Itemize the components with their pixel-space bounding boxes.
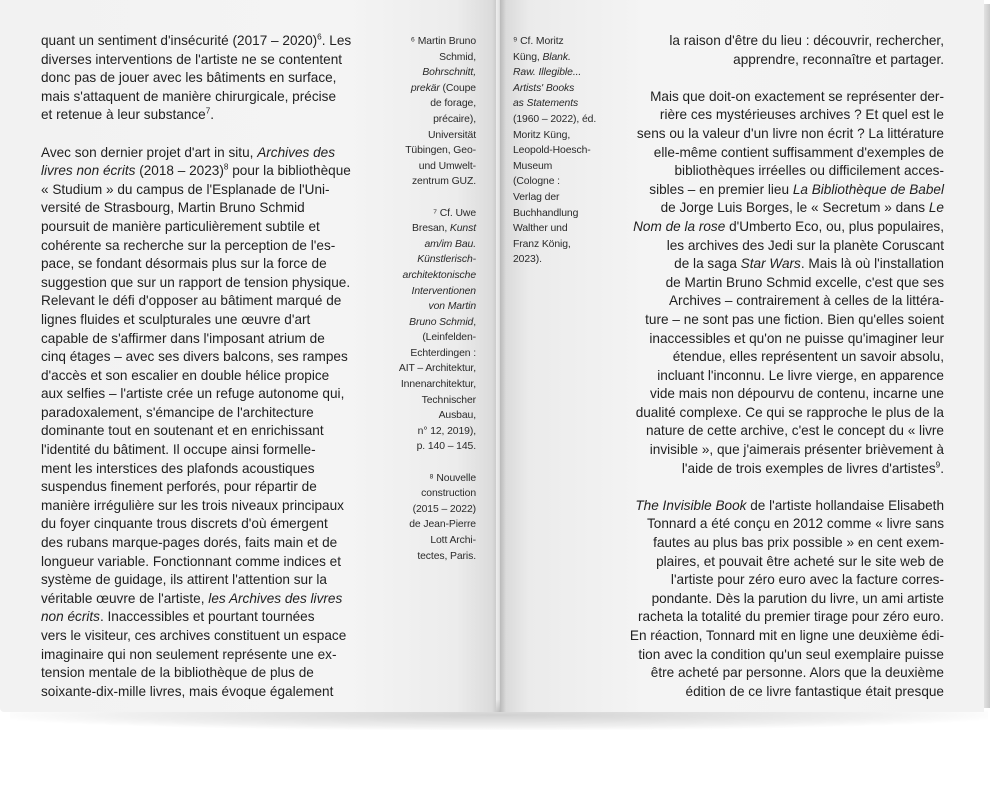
text-line: système de guidage, ils attirent l'attention sur la xyxy=(41,572,327,588)
footnote-ref: 6 xyxy=(317,32,322,42)
text-line: vers le visiteur, ces archives constituent un espace xyxy=(41,628,347,643)
text-line: Mais que doit-on exactement se représenter der- xyxy=(650,88,944,104)
note-italic: Kunst xyxy=(449,223,476,235)
footnote-7 xyxy=(396,206,476,456)
note-italic: as Statements xyxy=(513,98,579,110)
note-italic: Blank. xyxy=(542,51,571,63)
text-line: aux selfies – l'artiste crée un refuge autonome qui, xyxy=(41,386,345,402)
text-line: soixante-dix-mille livres, mais évoque également xyxy=(41,683,334,699)
page-edge xyxy=(984,4,990,708)
note-italic: am/im Bau. xyxy=(424,238,476,250)
text-line: manière irrégulière sur les trois niveaux principaux xyxy=(41,497,344,513)
text-line: (2018 – 2023) xyxy=(135,163,224,179)
text-line: . Mais là où l'installation xyxy=(800,256,944,272)
text-line: versité de Strasbourg, Martin Bruno Schmid xyxy=(41,200,305,216)
note-line: Innenarchitektur, xyxy=(400,379,476,391)
note-line: Verlag der xyxy=(513,191,560,203)
footnote-8 xyxy=(396,471,476,565)
paragraph xyxy=(41,32,381,125)
note-line: Küng, xyxy=(513,51,543,63)
note-line: de Jean-Pierre xyxy=(409,519,476,531)
italic-title: The Invisible Book xyxy=(635,497,747,513)
note-line: Ausbau, xyxy=(438,410,476,422)
note-line: construction xyxy=(421,488,476,500)
text-line: véritable œuvre de l'artiste, xyxy=(41,590,209,606)
text-line: étendue, elles représentent un savoir absolu, xyxy=(672,349,944,365)
text-line: de la saga xyxy=(674,256,741,272)
note-line: Leopold-Hoesch- xyxy=(513,145,591,157)
note-line: Walther und xyxy=(513,223,568,235)
text-line: édition de ce livre fantastique était presque xyxy=(685,683,944,699)
text-line: Avec son dernier projet d'art in situ, xyxy=(41,144,258,160)
note-line: und Umwelt- xyxy=(418,160,476,172)
text-line: pour la bibliothèque xyxy=(228,163,351,179)
note-line: Lott Archi- xyxy=(430,535,476,546)
note-line: Bresan, xyxy=(412,223,450,235)
note-line: ⁹ Cf. Moritz xyxy=(513,36,564,47)
text-line: des rubans marque-pages dorés, faits main et de xyxy=(41,535,338,551)
note-line: Museum xyxy=(513,160,553,172)
note-line: (Coupe xyxy=(439,82,476,94)
note-line: zentrum GUZ. xyxy=(411,176,476,188)
text-line: quant un sentiment d'insécurité (2017 – 2020) xyxy=(41,33,318,48)
text-line: l'identité du bâtiment. Il occupe ainsi formelle- xyxy=(41,442,316,458)
text-line: nature de cette archive, c'est le concept du « livre xyxy=(645,423,944,439)
note-line: tectes, Paris. xyxy=(417,550,476,562)
text-line: l'artiste pour zéro euro avec la facture corres- xyxy=(670,572,944,588)
text-line: elle-même contient suffisamment d'exemples de xyxy=(653,144,944,160)
right-page-footnotes xyxy=(513,34,599,284)
text-line: dualité complexe. Ce qui se rapproche le plus de la xyxy=(635,404,944,420)
text-line: donc pas de jouer avec les bâtiments en surface, xyxy=(41,70,337,86)
text-line: d'accès et son escalier en double hélice propice xyxy=(41,367,330,383)
text-line: plaires, et pouvait être acheté sur le site web de xyxy=(656,553,944,569)
text-line: les archives des Jedi sur la planète Coruscant xyxy=(666,237,944,253)
paragraph xyxy=(610,88,944,478)
text-line: sens ou la valeur d'un livre non écrit ? La littérature xyxy=(636,125,944,141)
text-line: mais s'attaquent de manière chirurgicale, précise xyxy=(41,88,337,104)
note-line: , xyxy=(473,316,476,328)
text-line: . xyxy=(940,460,944,476)
note-italic: prekär xyxy=(410,82,440,94)
text-line: dominante tout en soutenant et en enrichissant xyxy=(41,423,324,439)
note-line: AIT – Architektur, xyxy=(398,363,476,375)
text-line: sibles – en premier lieu xyxy=(649,181,793,197)
text-line: suggestion que sur un rapport de tension physique. xyxy=(41,274,351,290)
italic-title: les Archives des livres xyxy=(208,590,343,606)
text-line: . Inaccessibles et pourtant tournées xyxy=(99,609,315,625)
note-line: ⁶ Martin Bruno xyxy=(410,36,476,47)
paragraph xyxy=(610,497,944,702)
text-line: suspendus finement perforés, pour répartir de xyxy=(41,479,317,495)
text-line: longueur variable. Fonctionnant comme indices et xyxy=(41,553,341,569)
note-line: précaire), xyxy=(433,113,476,125)
text-line: poursuit de manière particulièrement subtile et xyxy=(41,218,320,234)
text-line: bibliothèques irréelles ou difficilement acces- xyxy=(674,163,944,179)
note-italic: von Martin xyxy=(428,301,476,313)
italic-title: Star Wars xyxy=(740,256,801,272)
note-line: Tübingen, Geo- xyxy=(405,145,476,157)
book-gutter xyxy=(492,0,506,712)
note-italic: architektonische xyxy=(402,269,476,281)
note-line: ⁸ Nouvelle xyxy=(429,472,476,484)
text-line: de Martin Bruno Schmid excelle, c'est que ses xyxy=(665,274,944,290)
text-line: vide mais non dépourvu de contenu, incarne une xyxy=(650,386,944,402)
text-line: diverses interventions de l'artiste ne se contentent xyxy=(41,51,343,67)
text-line: inaccessibles et qu'on ne puisse qu'imaginer leur xyxy=(649,330,944,346)
note-italic: Raw. Illegible... xyxy=(513,67,582,79)
text-line: d'Umberto Eco, ou, plus populaires, xyxy=(725,218,944,234)
text-line: du foyer cinquante trous discrets d'où émergent xyxy=(41,516,328,532)
note-line: (1960 – 2022), éd. xyxy=(513,113,597,125)
footnote-ref: 7 xyxy=(205,106,211,116)
note-italic: Künstlerisch- xyxy=(417,254,476,266)
note-italic: Bohrschnitt, xyxy=(422,67,476,79)
text-line: capable de s'affirmer dans l'imposant atrium de xyxy=(41,330,325,346)
text-line: racheta la totalité du premier tirage pour zéro euro. xyxy=(637,609,944,625)
text-line: et retenue à leur substance xyxy=(41,107,206,123)
text-line: Relevant le défi d'opposer au bâtiment marqué de xyxy=(41,293,342,309)
paragraph xyxy=(41,144,381,702)
note-line: de forage, xyxy=(430,98,476,110)
text-line: pace, se fondant désormais plus sur la force de xyxy=(41,256,327,272)
text-line: la raison d'être du lieu : découvrir, rechercher, xyxy=(669,33,944,48)
text-line: l'aide de trois exemples de livres d'artistes xyxy=(681,460,936,476)
text-line: En réaction, Tonnard mit en ligne une deuxième édi- xyxy=(629,628,944,643)
text-line: fautes au plus bas prix possible » en cent exem- xyxy=(653,535,944,551)
text-line: lignes fluides et sculpturales une œuvre d'art xyxy=(41,311,311,327)
italic-title: La Bibliothèque de Babel xyxy=(792,181,944,197)
note-line: Technischer xyxy=(421,394,476,406)
text-line: apprendre, reconnaître et partager. xyxy=(733,51,944,67)
italic-title: Nom de la rose xyxy=(633,218,726,234)
footnote-ref: 9 xyxy=(935,460,941,470)
note-line: p. 140 – 145. xyxy=(416,441,476,453)
note-line: (2015 – 2022) xyxy=(412,503,476,515)
italic-title: livres non écrits xyxy=(41,163,136,179)
note-line: (Cologne : xyxy=(513,176,560,188)
text-line: « Studium » du campus de l'Esplanade de l'Uni- xyxy=(41,181,330,197)
note-line: Echterdingen : xyxy=(410,347,476,359)
note-line: Franz König, xyxy=(513,238,571,250)
text-line: Tonnard a été conçu en 2012 comme « livre sans xyxy=(647,516,944,532)
note-line: n° 12, 2019), xyxy=(417,425,476,437)
text-line: invisible », que j'aimerais présenter brièvement à xyxy=(649,442,944,458)
footnote-6 xyxy=(396,34,476,190)
text-line: Archives – contrairement à celles de la littéra- xyxy=(668,293,944,309)
note-line: (Leinfelden- xyxy=(422,332,476,344)
text-line: . xyxy=(210,107,215,123)
right-page-body xyxy=(610,32,944,720)
left-page-body xyxy=(41,32,381,720)
text-line: imaginaire qui non seulement représente une ex- xyxy=(41,646,337,662)
note-italic: Bruno Schmid xyxy=(409,316,474,328)
text-line: de Jorge Luis Borges, le « Secretum » dans xyxy=(660,200,929,216)
italic-title: non écrits xyxy=(41,609,100,625)
footnote-ref: 8 xyxy=(223,162,229,172)
italic-title: Archives des xyxy=(257,144,336,160)
text-line: tion avec la condition qu'un seul exemplaire puisse xyxy=(638,646,944,662)
note-line: Universität xyxy=(428,129,476,141)
note-line: 2023). xyxy=(513,254,542,266)
text-line: . Les xyxy=(321,33,352,48)
text-line: pondante. Dès la parution du livre, un ami artiste xyxy=(651,590,944,606)
paragraph xyxy=(610,32,944,69)
text-line: cinq étages – avec ses divers balcons, ses rampes xyxy=(41,349,348,365)
text-line: cohérente sa recherche sur la perception de l'es- xyxy=(41,237,336,253)
note-italic: Artists' Books xyxy=(513,82,575,94)
text-line: de l'artiste hollandaise Elisabeth xyxy=(746,497,944,513)
text-line: ment les interstices des plafonds acoustiques xyxy=(41,460,315,476)
italic-title: Le xyxy=(928,200,944,216)
text-line: rière ces mystérieuses archives ? Et quel est le xyxy=(659,107,944,123)
text-line: ture – ne sont pas une fiction. Bien qu'elles soient xyxy=(645,311,944,327)
note-line: Schmid, xyxy=(439,51,476,63)
text-line: être acheté par personne. Alors que la deuxième xyxy=(650,665,944,681)
text-line: incluant l'inconnu. Le livre vierge, en apparence xyxy=(657,367,944,383)
left-page-footnotes xyxy=(396,34,476,580)
text-line: tension mentale de la bibliothèque de plus de xyxy=(41,665,314,681)
footnote-9 xyxy=(513,34,599,268)
note-line: Moritz Küng, xyxy=(513,129,571,141)
text-line: paradoxalement, s'émancipe de l'architecture xyxy=(41,404,314,420)
note-line: ⁷ Cf. Uwe xyxy=(433,207,476,219)
note-italic: Interventionen xyxy=(411,285,476,297)
note-line: Buchhandlung xyxy=(513,207,579,219)
